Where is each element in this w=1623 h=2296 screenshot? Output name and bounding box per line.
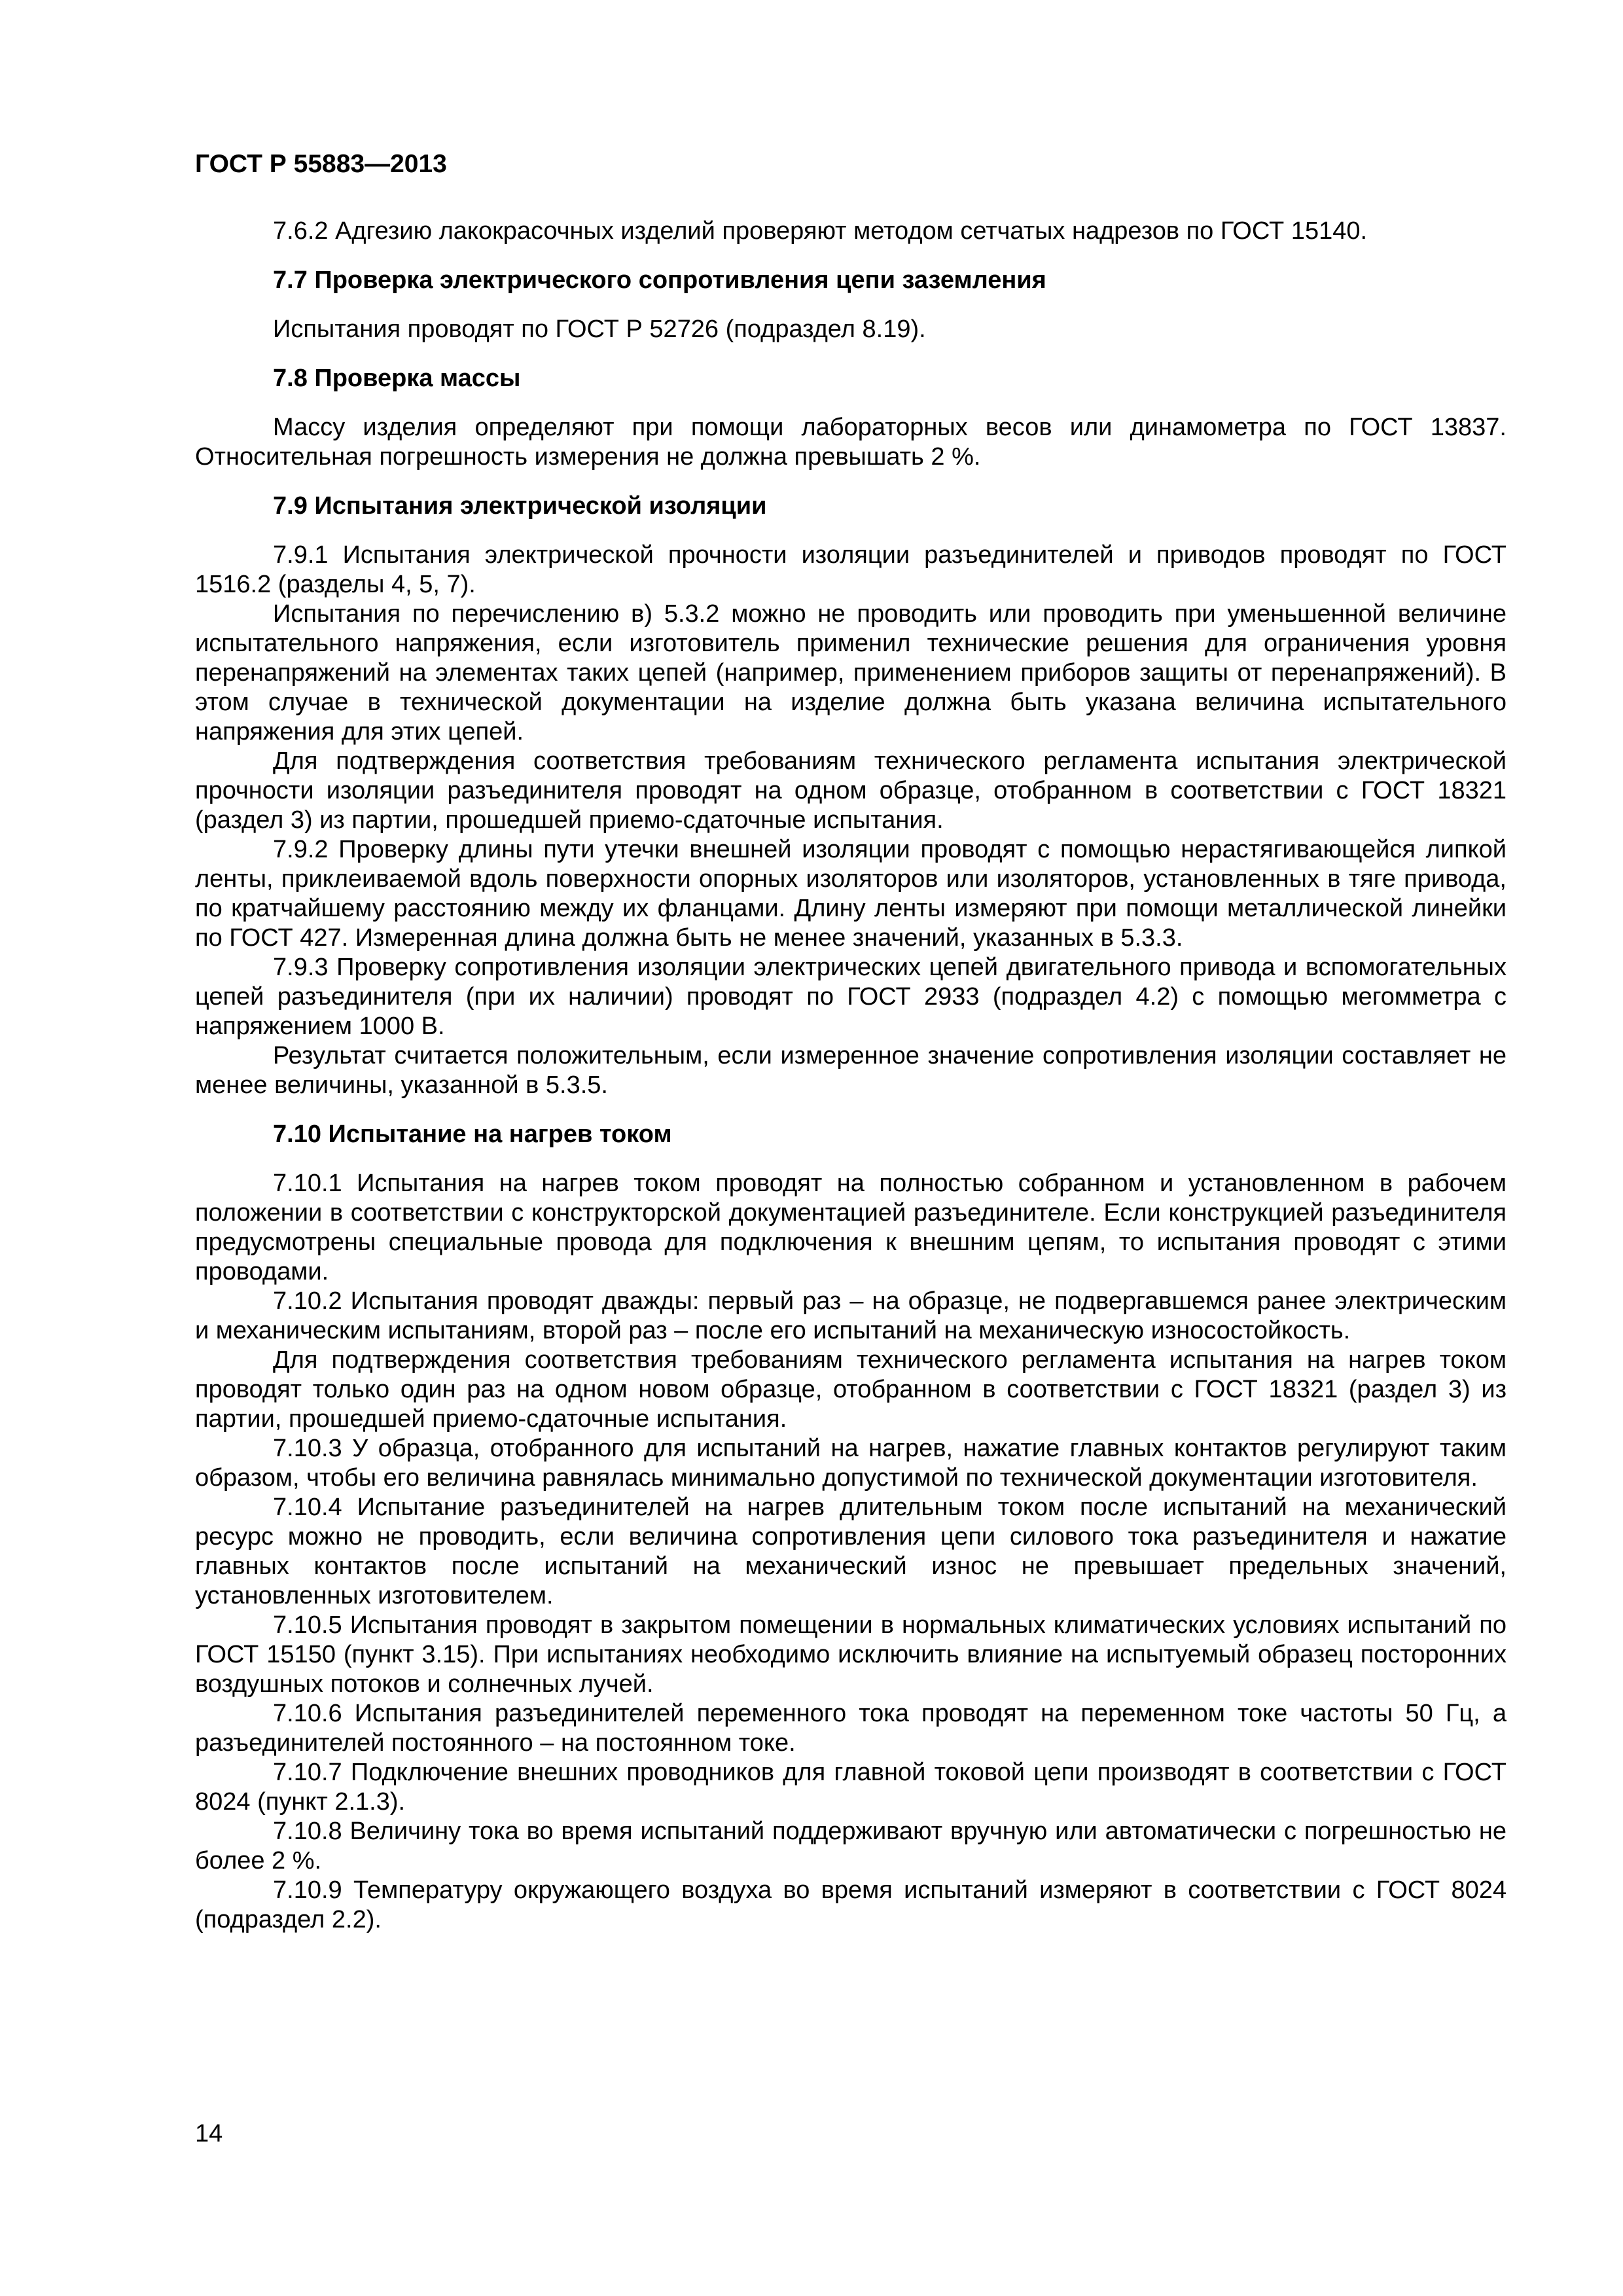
document-number-header: ГОСТ Р 55883—2013: [195, 150, 447, 178]
paragraph-7-6-2: 7.6.2 Адгезию лакокрасочных изделий проверяют методом сетчатых надрезов по ГОСТ 15140.: [273, 217, 1368, 245]
heading-7-8: 7.8 Проверка массы: [273, 365, 521, 392]
heading-7-9: 7.9 Испытания электрической изоляции: [273, 492, 767, 520]
paragraph-7-10-4: 7.10.4 Испытание разъединителей на нагрев длительным током после испытаний на механический ресурс можно не проводить, если величина сопротивления цепи силового тока разъединителя и нажатие главных контактов после испытаний на механический износ не превышает предельных значений, установленных изготовителем.: [195, 1494, 1507, 1609]
document-page: [195, 149, 1507, 1935]
paragraph-7-10-3: 7.10.3 У образца, отобранного для испытаний на нагрев, нажатие главных контактов регулируют таким образом, чтобы его величина равнялась минимально допустимой по технической документации изготовителя.: [195, 1435, 1507, 1492]
paragraph-7-10-2-regulation: Для подтверждения соответствия требованиям технического регламента испытания на нагрев током проводят только один раз на одном новом образце, отобранном в соответствии с ГОСТ 18321 (раздел 3) из партии, прошедшей приемо-сдаточные испытания.: [195, 1346, 1507, 1433]
paragraph-7-8-text: Массу изделия определяют при помощи лабораторных весов или динамометра по ГОСТ 13837. Относительная погрешность измерения не должна превышать 2 %.: [195, 414, 1507, 471]
paragraph-7-9-1-regulation: Для подтверждения соответствия требованиям технического регламента испытания электрической прочности изоляции разъединителя проводят на одном образце, отобранном в соответствии с ГОСТ 18321 (раздел 3) из партии, прошедшей приемо-сдаточные испытания.: [195, 747, 1507, 834]
paragraph-7-10-8: 7.10.8 Величину тока во время испытаний поддерживают вручную или автоматически с погрешностью не более 2 %.: [195, 1818, 1507, 1874]
paragraph-7-9-2: 7.9.2 Проверку длины пути утечки внешней изоляции проводят с помощью нерастягивающейся липкой ленты, приклеиваемой вдоль поверхности опорных изоляторов или изоляторов, установленных в тяге привода, по кратчайшему расстоянию между их фланцами. Длину ленты измеряют при помощи металлической линейки по ГОСТ 427. Измеренная длина должна быть не менее значений, указанных в 5.3.3.: [195, 836, 1507, 952]
paragraph-7-10-9: 7.10.9 Температуру окружающего воздуха во время испытаний измеряют в соответствии с ГОСТ 8024 (подраздел 2.2).: [195, 1876, 1507, 1933]
paragraph-7-9-3-result: Результат считается положительным, если измеренное значение сопротивления изоляции составляет не менее величины, указанной в 5.3.5.: [195, 1042, 1507, 1099]
paragraph-7-10-6: 7.10.6 Испытания разъединителей переменного тока проводят на переменном токе частоты 50 Гц, а разъединителей постоянного – на постоянном токе.: [195, 1700, 1507, 1757]
paragraph-7-7-text: Испытания проводят по ГОСТ Р 52726 (подраздел 8.19).: [273, 315, 926, 343]
paragraph-7-10-7: 7.10.7 Подключение внешних проводников для главной токовой цепи производят в соответствии с ГОСТ 8024 (пункт 2.1.3).: [195, 1759, 1507, 1816]
page-number: 14: [195, 2120, 223, 2147]
paragraph-7-10-5: 7.10.5 Испытания проводят в закрытом помещении в нормальных климатических условиях испытаний по ГОСТ 15150 (пункт 3.15). При испытаниях необходимо исключить влияние на испытуемый образец посторонних воздушных потоков и солнечных лучей.: [195, 1611, 1507, 1698]
paragraph-7-10-1: 7.10.1 Испытания на нагрев током проводят на полностью собранном и установленном в рабочем положении в соответствии с конструкторской документацией разъединителе. Если конструкцией разъединителя предусмотрены специальные провода для подключения к внешним цепям, то испытания проводят с этими проводами.: [195, 1170, 1507, 1285]
paragraph-7-9-1: 7.9.1 Испытания электрической прочности изоляции разъединителей и приводов проводят по ГОСТ 1516.2 (разделы 4, 5, 7).: [195, 541, 1507, 598]
paragraph-7-9-1-note: Испытания по перечислению в) 5.3.2 можно не проводить или проводить при уменьшенной величине испытательного напряжения, если изготовитель применил технические решения для ограничения уровня перенапряжений на элементах таких цепей (например, применением приборов защиты от перенапряжений). В этом случае в технической документации на изделие должна быть указана величина испытательного напряжения для этих цепей.: [195, 600, 1507, 745]
heading-7-7: 7.7 Проверка электрического сопротивления цепи заземления: [273, 266, 1046, 294]
paragraph-7-10-2: 7.10.2 Испытания проводят дважды: первый раз – на образце, не подвергавшемся ранее электрическим и механическим испытаниям, второй раз – после его испытаний на механическую износостойкость.: [195, 1287, 1507, 1344]
heading-7-10: 7.10 Испытание на нагрев током: [273, 1121, 672, 1148]
paragraph-7-9-3: 7.9.3 Проверку сопротивления изоляции электрических цепей двигательного привода и вспомогательных цепей разъединителя (при их наличии) проводят по ГОСТ 2933 (подраздел 4.2) с помощью мегомметра с напряжением 1000 В.: [195, 954, 1507, 1040]
